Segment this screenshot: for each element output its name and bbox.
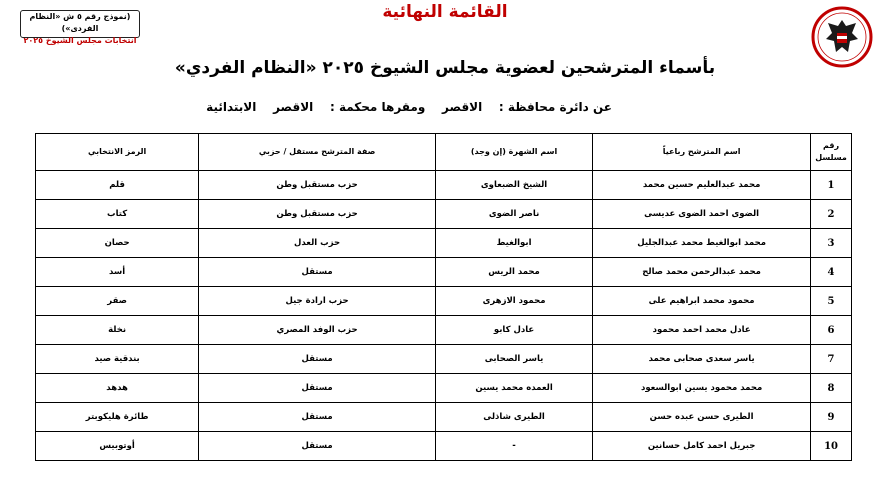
cell-fame: - [435,432,592,461]
cell-type: حزب مستقبل وطن [199,200,436,229]
table-row [36,345,852,374]
cell-name: محمد محمود يسين ابوالسعود [593,374,811,403]
cell-symbol: طائرة هليكوبتر [36,403,199,432]
cell-serial: 5 [811,287,852,316]
table-row [36,171,852,200]
cell-type: مستقل [199,403,436,432]
cell-symbol: قلم [36,171,199,200]
candidates-table [35,133,852,461]
cell-serial: 4 [811,258,852,287]
header-name: اسم المترشح رباعياً [593,134,811,171]
cell-fame: عادل كابو [435,316,592,345]
cell-type: مستقل [199,258,436,287]
cell-type: حزب الوفد المصري [199,316,436,345]
cell-name: الطيرى حسن عبده حسن [593,403,811,432]
cell-fame: الشيخ الضبعاوى [435,171,592,200]
table-row [36,258,852,287]
cell-serial: 9 [811,403,852,432]
form-label-line2: انتخابات مجلس الشيوخ ٢٠٢٥ [23,36,137,45]
cell-type: مستقل [199,432,436,461]
cell-fame: ناصر الضوى [435,200,592,229]
page-title: بأسماء المترشحين لعضوية مجلس الشيوخ ٢٠٢٥ «النظام الفردي» [174,58,716,78]
cell-symbol: نخلة [36,316,199,345]
cell-type: حزب العدل [199,229,436,258]
header-serial: رقم مسلسل [811,134,852,171]
cell-name: محمود محمد ابراهيم على [593,287,811,316]
cell-name: عادل محمد احمد محمود [593,316,811,345]
cell-symbol: بندقية صيد [36,345,199,374]
cell-serial: 3 [811,229,852,258]
cell-name: الضوى احمد الضوى عديسى [593,200,811,229]
cell-symbol: صقر [36,287,199,316]
header-symbol: الرمز الانتخابي [36,134,199,171]
cell-fame: ياسر الصحابى [435,345,592,374]
table-row [36,432,852,461]
form-label-line1: (نموذج رقم ٥ ش «النظام الفردى») [29,12,131,33]
cell-serial: 8 [811,374,852,403]
cell-type: مستقل [199,374,436,403]
cell-symbol: هدهد [36,374,199,403]
cell-name: محمد عبدالرحمن محمد صالح [593,258,811,287]
cell-type: مستقل [199,345,436,374]
cell-serial: 1 [811,171,852,200]
table-header-row [36,134,852,171]
constituency-subtitle: عن دائرة محافظة : الاقصر ومقرها محكمة : الاقصر الابتدائية [206,100,612,114]
cell-name: جبريل احمد كامل حسانين [593,432,811,461]
cell-symbol: حصان [36,229,199,258]
cell-serial: 10 [811,432,852,461]
cell-name: محمد ابوالغيط محمد عبدالجليل [593,229,811,258]
cell-fame: الطيرى شاذلى [435,403,592,432]
cell-fame: العمده محمد يسين [435,374,592,403]
cell-name: ياسر سعدى صحابى محمد [593,345,811,374]
cell-serial: 6 [811,316,852,345]
cell-type: حزب مستقبل وطن [199,171,436,200]
cell-serial: 2 [811,200,852,229]
table-row [36,374,852,403]
table-row [36,200,852,229]
cell-fame: محمود الازهرى [435,287,592,316]
cell-symbol: أسد [36,258,199,287]
cell-name: محمد عبدالعليم حسين محمد [593,171,811,200]
table-row [36,316,852,345]
header-type: صفة المترشح مستقل / حزبي [199,134,436,171]
table-row [36,229,852,258]
cell-type: حزب ارادة جيل [199,287,436,316]
cell-fame: ابوالغيط [435,229,592,258]
table-row [36,403,852,432]
header-fame: اسم الشهرة (إن وجد) [435,134,592,171]
final-list-title: القائمة النهائية [382,2,508,22]
cell-serial: 7 [811,345,852,374]
cell-symbol: كتاب [36,200,199,229]
table-row [36,287,852,316]
cell-symbol: أوتوبيس [36,432,199,461]
cell-fame: محمد الريس [435,258,592,287]
